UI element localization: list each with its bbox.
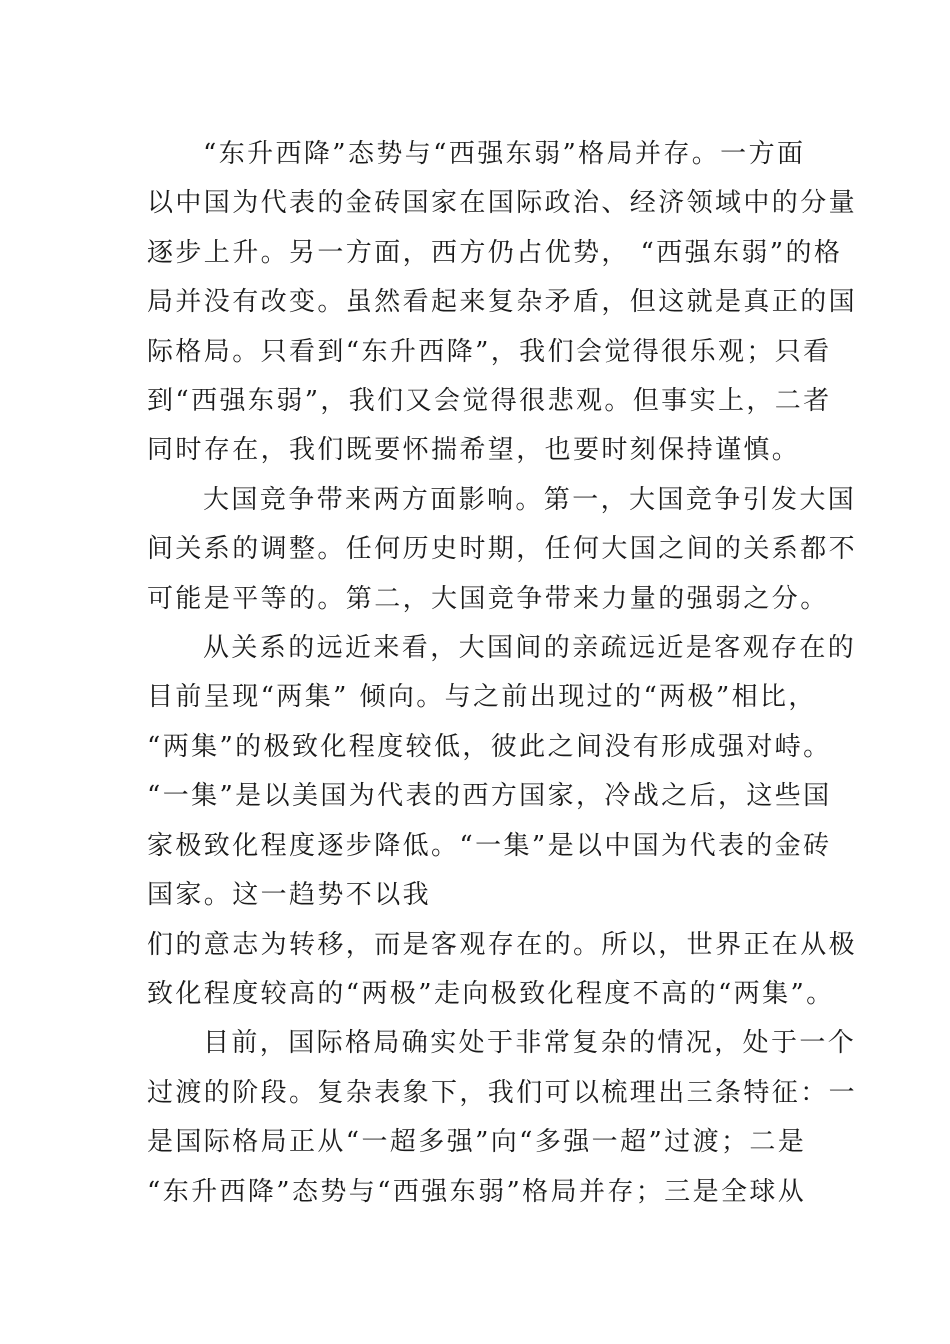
text-line: 以中国为代表的金砖国家在国际政治、经济领域中的分量 — [147, 188, 858, 219]
text-line: 间关系的调整。任何历史时期，任何大国之间的关系都不 — [147, 534, 858, 565]
text-line: 过渡的阶段。复杂表象下，我们可以梳理出三条特征：一 — [147, 1077, 858, 1108]
paragraph-great-power-competition — [147, 476, 858, 624]
text-line: 逐步上升。另一方面，西方仍占优势， “西强东弱”的格 — [147, 237, 843, 268]
body-text — [147, 130, 858, 1217]
paragraph-three-features — [147, 1019, 858, 1217]
text-line: 际格局。只看到“东升西降”，我们会觉得很乐观；只看 — [147, 336, 832, 367]
paragraph-east-west — [147, 130, 858, 476]
text-line: “一集”是以美国为代表的西方国家，冷战之后，这些国 — [147, 781, 832, 812]
text-line: 国家。这一趋势不以我 — [147, 880, 432, 911]
text-line: 局并没有改变。虽然看起来复杂矛盾，但这就是真正的国 — [147, 287, 858, 318]
text-line: 可能是平等的。第二，大国竞争带来力量的强弱之分。 — [147, 583, 829, 614]
text-line: 到“西强东弱”，我们又会觉得很悲观。但事实上，二者 — [147, 386, 832, 417]
text-line: 同时存在，我们既要怀揣希望，也要时刻保持谨慎。 — [147, 435, 801, 466]
text-line: “两集”的极致化程度较低，彼此之间没有形成强对峙。 — [147, 731, 832, 762]
paragraph-two-groups — [147, 624, 857, 920]
text-line: “东升西降”态势与“西强东弱”格局并存；三是全球从 — [147, 1176, 807, 1207]
text-line: “东升西降”态势与“西强东弱”格局并存。一方面 — [203, 139, 806, 169]
paragraph-two-groups-continued — [147, 921, 858, 1020]
text-line: 大国竞争带来两方面影响。第一，大国竞争引发大国 — [203, 484, 857, 515]
text-line: 目前，国际格局确实处于非常复杂的情况，处于一个 — [203, 1028, 857, 1059]
text-line: 们的意志为转移，而是客观存在的。所以，世界正在从极 — [147, 929, 858, 960]
text-line: 家极致化程度逐步降低。“一集”是以中国为代表的金砖 — [147, 830, 832, 861]
text-line: 致化程度较高的“两极”走向极致化程度不高的“两集”。 — [147, 978, 835, 1009]
text-line: 目前呈现“两集” 倾向。与之前出现过的“两极”相比， — [147, 682, 817, 713]
text-line: 是国际格局正从“一超多强”向“多强一超”过渡；二是 — [147, 1127, 807, 1158]
text-line: 从关系的远近来看，大国间的亲疏远近是客观存在的 — [203, 633, 857, 664]
